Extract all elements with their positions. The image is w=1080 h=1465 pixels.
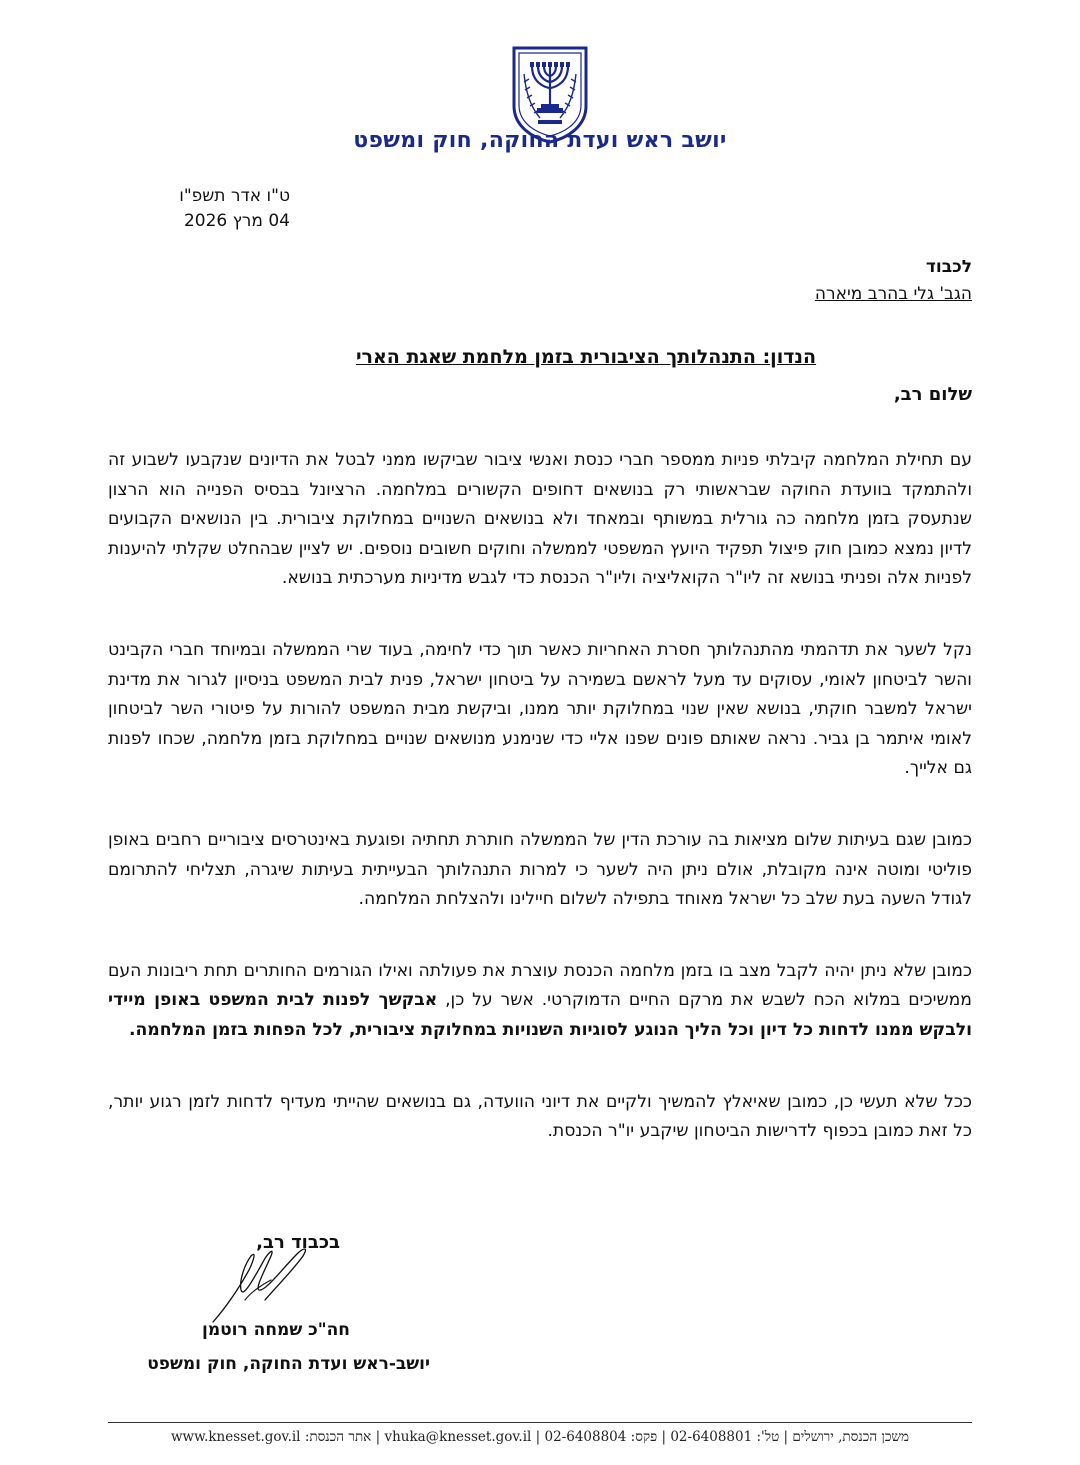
footer-site-label: אתר הכנסת: (304, 1429, 372, 1445)
greeting: שלום רב, (893, 384, 972, 405)
footer-fax: 02-6408804 (544, 1429, 627, 1445)
handwritten-signature-icon (205, 1240, 325, 1330)
body-paragraph-1: עם תחילת המלחמה קיבלתי פניות ממספר חברי כנסת ואנשי ציבור שביקשו ממני לבטל את הדיונים שנקבעו לשבוע זה ולהתמקד בוועדת החוקה שבראשותי רק בנושאים דחופים הקשורים במלחמה. הרציונל בבסיס הפנייה הוא הרצון שנתעסק בזמן מלחמה כה גורלית במשותף ובמאחד ולא בנושאים השנויים במחלוקת ציבורית. בין הנושאים הקבועים לדיון נמצא כמובן חוק פיצול תפקיד היועץ המשפטי לממשלה וחוקים חשובים נוספים. יש לציין שבהחלט שקלתי להיענות לפניות אלה ופניתי בנושא זה ליו"ר הקואליציה וליו"ר הכנסת כדי לגבש מדיניות מערכתית בנושא. (108, 450, 972, 589)
body-paragraph-3: כמובן שגם בעיתות שלום מציאות בה עורכת הדין של הממשלה חותרת תחתיה ופוגעת באינטרסים ציבוריים רחבים באופן פוליטי ומוטה אינה מקובלת, אולם ניתן היה לשער כי למרות התנהלותך הבעייתית בעיתות שיגרה, תצליחי להתרומם לגודל השעה בעת שלב כל ישראל מאוחד בתפילה לשלום חיילינו ולהצלחת המלחמה. (108, 829, 972, 910)
footer-phone-label: טל': (756, 1429, 780, 1445)
body-paragraph-2: נקל לשער את תדהמתי מהתנהלותך חסרת האחריות כאשר תוך כדי לחימה, בעוד שרי הממשלה ובמיוחד חברי הקבינט והשר לביטחון לאומי, עסוקים עד מעל לראשם בשמירה על ביטחון ישראל, פנית לבית המשפט בניסיון לגרור את מדינת ישראל למשבר חוקתי, בנושא שאין שנוי במחלוקת יותר ממנו, וביקשת מבית המשפט להורות על פיטורי השר לביטחון לאומי איתמר בן גביר. נראה שאותם פונים שפנו אליי כדי שנימנע מנושאים שנויים במחלוקת בזמן מלחמה, שכחו לפנות גם אלייך. (108, 639, 972, 779)
body-paragraph-4 (108, 957, 972, 1046)
body-paragraph-5: ככל שלא תעשי כן, כמובן שאיאלץ להמשיך ולקיים את דיוני הוועדה, גם בנושאים שהייתי מעדיף לדחות לזמן רגוע יותר, כל זאת כמובן בכפוף לדרישות הביטחון שיקבע יו"ר הכנסת. (108, 1091, 972, 1142)
recipient-block (572, 254, 972, 308)
date-block (110, 184, 290, 234)
footer-email-link[interactable]: vhuka@knesset.gov.il (384, 1429, 532, 1445)
closing-salutation: בכבוד רב, (256, 1232, 340, 1253)
body-paragraph-4-bold-request: אבקשך לפנות לבית המשפט באופן מיידי ולבקש ממנו לדחות כל דיון וכל הליך הנוגע לסוגיות השנויות במחלוקת ציבורית, לכל הפחות בזמן המלחמה. (108, 990, 972, 1040)
subject-line (200, 346, 972, 368)
footer-address: משכן הכנסת, ירושלים (792, 1429, 909, 1445)
committee-header-title: יושב ראש ועדת החוקה, חוק ומשפט (353, 128, 727, 153)
signatory-name: חה"כ שמחה רוטמן (202, 1320, 350, 1340)
footer-divider (108, 1422, 972, 1423)
gregorian-date: 04 מרץ 2026 (183, 211, 290, 231)
footer-fax-label: פקס: (630, 1429, 658, 1445)
hebrew-date: ט"ו אדר תשפ"ו (179, 186, 290, 206)
footer-site-link[interactable]: www.knesset.gov.il (171, 1429, 301, 1445)
footer-phone: 02-6408801 (670, 1429, 753, 1445)
recipient-name: הגב' גלי בהרב מיארה (814, 284, 972, 304)
recipient-label: לכבוד (925, 257, 972, 277)
footer-contact: משכן הכנסת, ירושלים | טל': 02-6408801 | פקס: 02-6408804 | vhuka@knesset.gov.il | אתר הכנסת: www.knesset.gov.il (171, 1429, 909, 1445)
signatory-role: יושב-ראש ועדת החוקה, חוק ומשפט (147, 1354, 430, 1374)
subject-text: הנדון: התנהלותך הציבורית בזמן מלחמת שאגת הארי (355, 346, 817, 368)
letter-body (108, 446, 972, 1189)
body-paragraph-4-text: כמובן שלא ניתן יהיה לקבל מצב בו בזמן מלחמה הכנסת עוצרת את פעולתה ואילו הגורמים החותרים תחת ריבונות העם ממשיכים במלוא הכח לשבש את מרקם החיים הדמוקרטי. אשר על כן, (108, 960, 972, 1011)
